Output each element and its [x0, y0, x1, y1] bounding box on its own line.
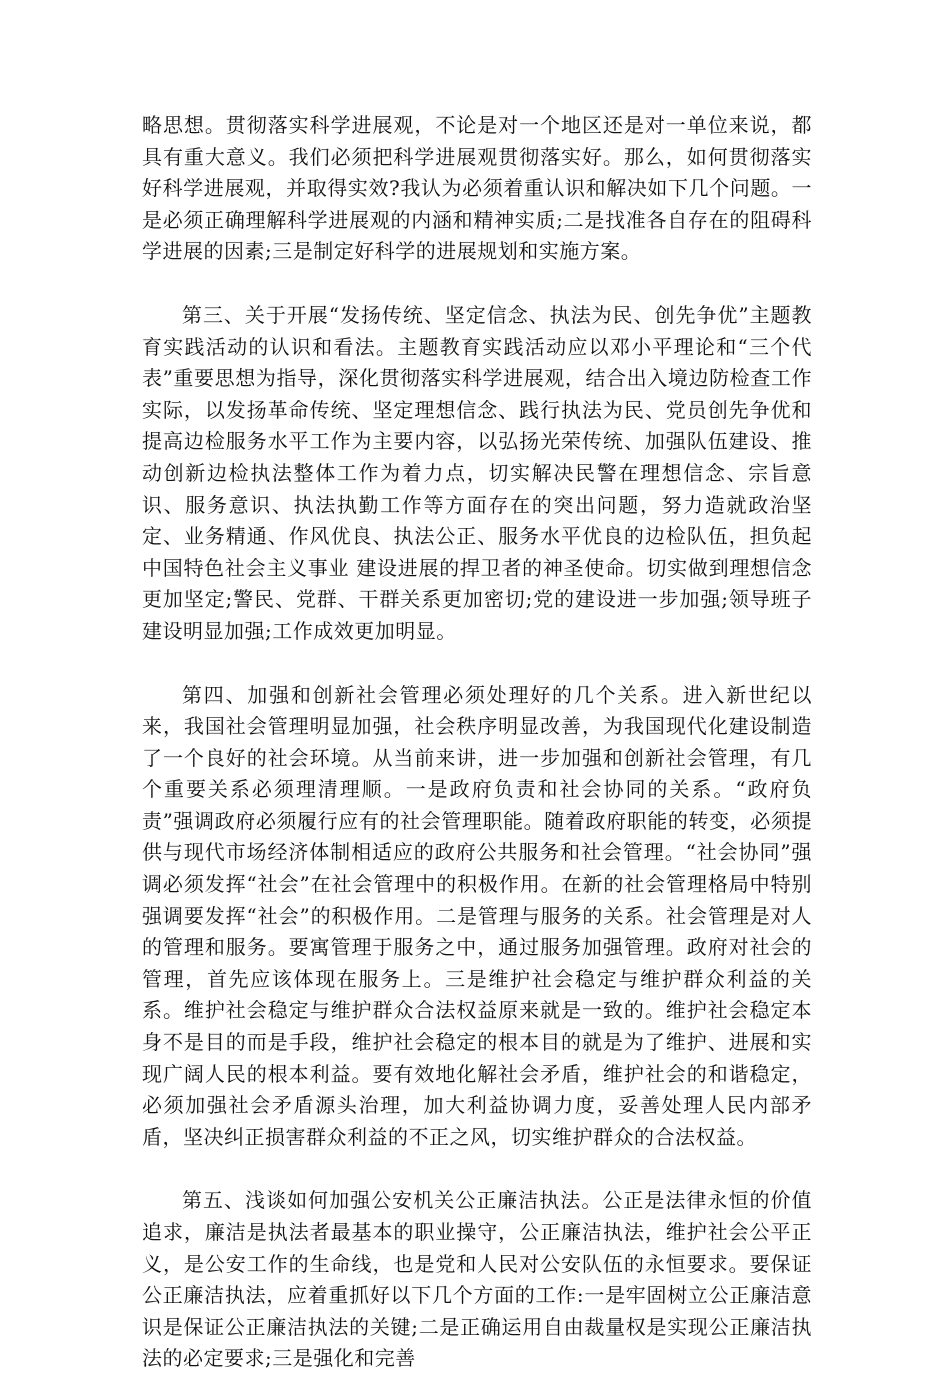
paragraph-fourth-topic: 第四、加强和创新社会管理必须处理好的几个关系。进入新世纪以来，我国社会管理明显加强，社会秩序明显改善，为我国现代化建设制造了一个良好的社会环境。从当前来讲，进一步加强和创新社会管理，有几个重要关系必须理清理顺。一是政府负责和社会协同的关系。“政府负责”强调政府必须履行应有的社会管理职能。随着政府职能的转变，必须提供与现代市场经济体制相适应的政府公共服务和社会管理。“社会协同”强调必须发挥“社会”在社会管理中的积极作用。在新的社会管理格局中特别强调要发挥“社会”的积极作用。二是管理与服务的关系。社会管理是对人的管理和服务。要寓管理于服务之中，通过服务加强管理。政府对社会的管理，首先应该体现在服务上。三是维护社会稳定与维护群众利益的关系。维护社会稳定与维护群众合法权益原来就是一致的。维护社会稳定本身不是目的而是手段，维护社会稳定的根本目的就是为了维护、进展和实现广阔人民的根本利益。要有效地化解社会矛盾，维护社会的和谐稳定，必须加强社会矛盾源头治理，加大利益协调力度，妥善处理人民内部矛盾，坚决纠正损害群众利益的不正之风，切实维护群众的合法权益。 [142, 682, 812, 1149]
paragraph-third-topic: 第三、关于开展“发扬传统、坚定信念、执法为民、创先争优”主题教育实践活动的认识和看法。主题教育实践活动应以邓小平理论和“三个代表”重要思想为指导，深化贯彻落实科学进展观，结合出入境边防检查工作实际，以发扬革命传统、坚定理想信念、践行执法为民、党员创先争优和提高边检服务水平工作为主要内容，以弘扬光荣传统、加强队伍建设、推动创新边检执法整体工作为着力点，切实解决民警在理想信念、宗旨意识、服务意识、执法执勤工作等方面存在的突出问题，努力造就政治坚定、业务精通、作风优良、执法公正、服务水平优良的边检队伍，担负起中国特色社会主义事业 建设进展的捍卫者的神圣使命。切实做到理想信念更加坚定;警民、党群、干群关系更加密切;党的建设进一步加强;领导班子建设明显加强;工作成效更加明显。 [142, 302, 812, 643]
document-body [142, 110, 812, 1375]
paragraph-fifth-topic: 第五、浅谈如何加强公安机关公正廉洁执法。公正是法律永恒的价值追求，廉洁是执法者最基本的职业操守，公正廉洁执法，维护社会公平正义，是公安工作的生命线，也是党和人民对公安队伍的永恒要求。要保证公正廉洁执法，应着重抓好以下几个方面的工作:一是牢固树立公正廉洁意识是保证公正廉洁执法的关键;二是正确运用自由裁量权是实现公正廉洁执法的必定要求;三是强化和完善 [142, 1188, 812, 1371]
paragraph-continuation: 略思想。贯彻落实科学进展观，不论是对一个地区还是对一单位来说，都具有重大意义。我们必须把科学进展观贯彻落实好。那么，如何贯彻落实好科学进展观，并取得实效?我认为必须着重认识和解决如下几个问题。一是必须正确理解科学进展观的内涵和精神实质;二是找准各自存在的阻碍科学进展的因素;三是制定好科学的进展规划和实施方案。 [142, 113, 812, 264]
